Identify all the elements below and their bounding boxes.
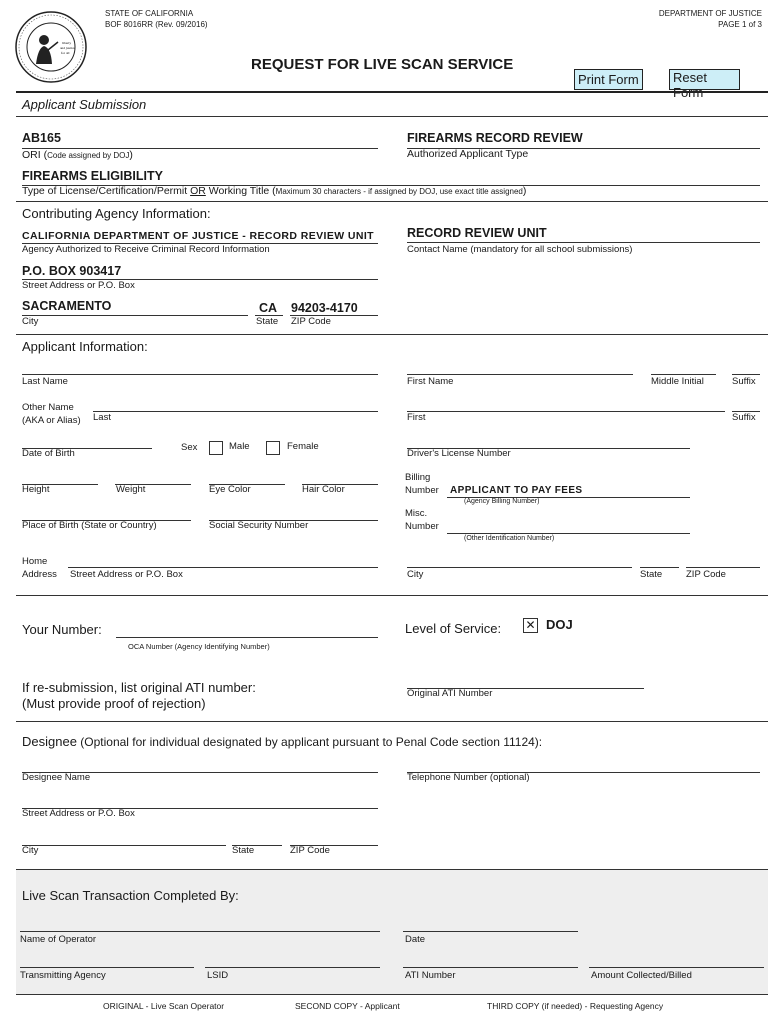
drivers-license-label: Driver's License Number: [407, 448, 511, 459]
doj-label: DOJ: [546, 617, 573, 632]
home-state-field[interactable]: [640, 567, 679, 568]
doj-seal: [14, 10, 88, 84]
address-label: Address: [22, 569, 57, 580]
agency-zip-value[interactable]: 94203-4170: [291, 301, 358, 315]
agency-street-value[interactable]: P.O. BOX 903417: [22, 264, 122, 278]
height-label: Height: [22, 484, 50, 495]
lsid-field[interactable]: [205, 967, 380, 968]
amount-collected-field[interactable]: [589, 967, 764, 968]
billing-label-1: Billing: [405, 472, 431, 483]
home-label: Home: [22, 556, 48, 567]
aka-first-label: First: [407, 412, 426, 423]
aka-suffix-label: Suffix: [732, 412, 756, 423]
form-number: BOF 8016RR (Rev. 09/2016): [105, 20, 208, 29]
agency-city-value[interactable]: SACRAMENTO: [22, 299, 112, 313]
transmitting-agency-field[interactable]: [20, 967, 194, 968]
level-of-service-label: Level of Service:: [405, 621, 502, 636]
designee-state-label: State: [232, 845, 255, 856]
agency-label: Agency Authorized to Receive Criminal Record Information: [22, 244, 270, 255]
misc-sublabel: (Other Identification Number): [464, 535, 555, 542]
aka-first-field[interactable]: [407, 411, 725, 412]
billing-label-2: Number: [405, 485, 439, 496]
svg-text:and justice: and justice: [60, 46, 76, 50]
home-street-field[interactable]: [68, 567, 378, 568]
female-label: Female: [287, 441, 319, 452]
weight-label: Weight: [116, 484, 146, 495]
section-applicant-info: Applicant Information:: [22, 339, 148, 354]
license-type-label: Type of License/Certification/Permit OR Working Title (Maximum 30 characters - if assigned by DOJ, use exact title assigned): [22, 185, 527, 197]
aka-label: (AKA or Alias): [22, 415, 81, 426]
first-name-field[interactable]: [407, 374, 633, 375]
reset-form-button[interactable]: Reset Form: [669, 69, 740, 90]
misc-label-2: Number: [405, 521, 439, 532]
print-form-button[interactable]: Print Form: [574, 69, 643, 90]
authorized-type-value[interactable]: FIREARMS RECORD REVIEW: [407, 131, 583, 145]
designee-zip-label: ZIP Code: [290, 845, 330, 856]
designee-city-field[interactable]: [22, 845, 226, 846]
oca-number-field[interactable]: [116, 637, 378, 638]
doj-checkbox[interactable]: ✕: [523, 618, 538, 633]
footer-second: SECOND COPY - Applicant: [295, 1001, 400, 1011]
agency-value[interactable]: CALIFORNIA DEPARTMENT OF JUSTICE - RECORD REVIEW UNIT: [22, 230, 374, 242]
agency-zip-label: ZIP Code: [291, 316, 331, 327]
original-ati-label: Original ATI Number: [407, 688, 493, 699]
dob-label: Date of Birth: [22, 448, 75, 459]
authorized-type-label: Authorized Applicant Type: [407, 148, 529, 160]
department-label: DEPARTMENT OF JUSTICE: [658, 9, 762, 18]
other-name-label: Other Name: [22, 402, 74, 413]
form-title: REQUEST FOR LIVE SCAN SERVICE: [251, 56, 514, 73]
section-completed-by: Live Scan Transaction Completed By:: [22, 888, 239, 903]
ati-number-label: ATI Number: [405, 970, 456, 981]
eye-color-label: Eye Color: [209, 484, 251, 495]
misc-number-field[interactable]: [447, 533, 690, 534]
section-contributing-agency: Contributing Agency Information:: [22, 206, 211, 221]
billing-value[interactable]: APPLICANT TO PAY FEES: [450, 485, 583, 496]
date-field[interactable]: [403, 931, 578, 932]
date-label: Date: [405, 934, 426, 945]
billing-sublabel: (Agency Billing Number): [464, 498, 540, 505]
middle-initial-field[interactable]: [651, 374, 716, 375]
operator-name-field[interactable]: [20, 931, 380, 932]
operator-name-label: Name of Operator: [20, 934, 97, 945]
ori-label: ORI (Code assigned by DOJ): [22, 149, 133, 161]
last-name-field[interactable]: [22, 374, 378, 375]
header-divider: [16, 91, 768, 93]
agency-city-label: City: [22, 316, 39, 327]
aka-last-field[interactable]: [93, 411, 378, 412]
hair-color-label: Hair Color: [302, 484, 345, 495]
transmitting-agency-label: Transmitting Agency: [20, 970, 106, 981]
ati-number-field[interactable]: [403, 967, 578, 968]
ori-value[interactable]: AB165: [22, 131, 61, 145]
svg-text:for all: for all: [61, 51, 70, 55]
contact-value[interactable]: RECORD REVIEW UNIT: [407, 226, 547, 240]
state-label: STATE OF CALIFORNIA: [105, 9, 194, 18]
misc-label-1: Misc.: [405, 508, 428, 519]
sex-label: Sex: [181, 442, 198, 453]
male-label: Male: [229, 441, 250, 452]
footer-original: ORIGINAL - Live Scan Operator: [103, 1001, 225, 1011]
first-name-label: First Name: [407, 376, 454, 387]
agency-state-value[interactable]: CA: [259, 301, 278, 315]
amount-collected-label: Amount Collected/Billed: [591, 970, 692, 981]
suffix-label: Suffix: [732, 376, 756, 387]
designee-street-label: Street Address or P.O. Box: [22, 808, 135, 819]
male-checkbox[interactable]: [209, 441, 223, 455]
section-applicant-submission: Applicant Submission: [22, 97, 147, 112]
home-zip-field[interactable]: [686, 567, 760, 568]
middle-initial-label: Middle Initial: [651, 376, 704, 387]
suffix-field[interactable]: [732, 374, 760, 375]
female-checkbox[interactable]: [266, 441, 280, 455]
page-number: PAGE 1 of 3: [718, 20, 762, 29]
agency-state-label: State: [256, 316, 279, 327]
agency-street-label: Street Address or P.O. Box: [22, 280, 135, 291]
resubmission-line1: If re-submission, list original ATI number:: [22, 680, 256, 695]
section-designee: Designee (Optional for individual designated by applicant pursuant to Penal Code section 11124):: [22, 734, 543, 749]
designee-name-label: Designee Name: [22, 772, 91, 783]
home-zip-label: ZIP Code: [686, 569, 726, 580]
last-name-label: Last Name: [22, 376, 68, 387]
license-type-value[interactable]: FIREARMS ELIGIBILITY: [22, 169, 163, 183]
home-street-label: Street Address or P.O. Box: [70, 569, 183, 580]
your-number-label: Your Number:: [22, 622, 102, 637]
home-city-field[interactable]: [407, 567, 632, 568]
home-city-label: City: [407, 569, 424, 580]
resubmission-line2: (Must provide proof of rejection): [22, 696, 206, 711]
aka-last-label: Last: [93, 412, 111, 423]
home-state-label: State: [640, 569, 663, 580]
contact-label: Contact Name (mandatory for all school submissions): [407, 244, 633, 255]
lsid-label: LSID: [207, 970, 229, 981]
place-of-birth-label: Place of Birth (State or Country): [22, 520, 157, 531]
svg-text:liberty: liberty: [62, 41, 72, 45]
oca-sublabel: OCA Number (Agency Identifying Number): [128, 642, 270, 651]
designee-city-label: City: [22, 845, 39, 856]
ssn-label: Social Security Number: [209, 520, 309, 531]
designee-phone-label: Telephone Number (optional): [407, 772, 530, 783]
footer-third: THIRD COPY (if needed) - Requesting Agency: [487, 1001, 664, 1011]
